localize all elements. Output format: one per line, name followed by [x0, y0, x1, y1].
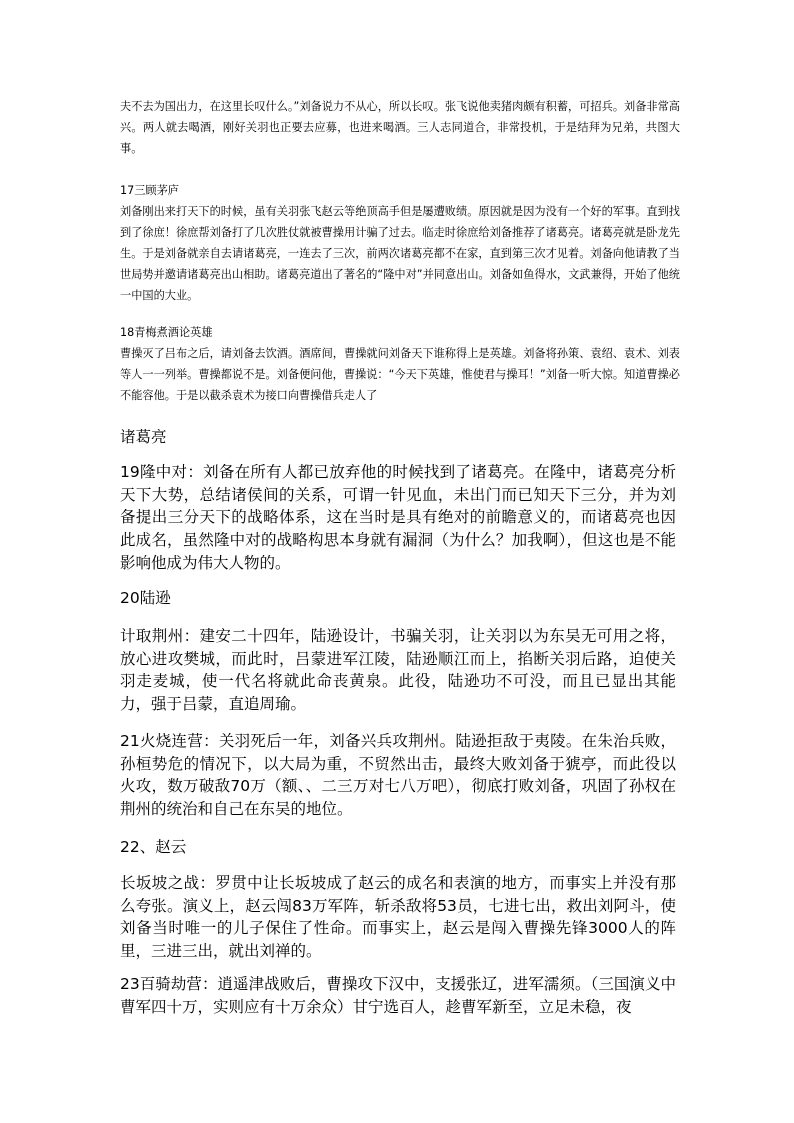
para23-block	[120, 973, 676, 1018]
section-qingmei	[120, 322, 680, 406]
para21-block	[120, 730, 676, 821]
paragraph-jieyi: 夫不去为国出力，在这里长叹什么。”刘备说力不从心，所以长叹。张飞说他卖猪肉颇有积蓄，可招兵。刘备非常高兴。两人就去喝酒，刚好关羽也正要去应募，也进来喝酒。三人志同道合，非常投机，于是结拜为兄弟，共图大事。	[120, 100, 680, 155]
section-title-sangumaolu: 17三顾茅庐	[120, 184, 179, 197]
paragraph-sangumaolu: 刘备刚出来打天下的时候，虽有关羽张飞赵云等绝顶高手但是屡遭败绩。原因就是因为没有一个好的军事。直到找到了徐庶！徐庶帮刘备打了几次胜仗就被曹操用计骗了过去。临走时徐庶给刘备推荐了诸葛亮。诸葛亮就是卧龙先生。于是刘备就亲自去请诸葛亮，一连去了三次，前两次诸葛亮都不在家，直到第三次才见着。刘备向他请教了当世局势并邀请诸葛亮出山相助。诸葛亮道出了著名的“隆中对”并同意出山。刘备如鱼得水，文武兼得，开始了他统一中国的大业。	[120, 205, 680, 302]
paragraph-longzhongdui: 19隆中对：刘备在所有人都已放弃他的时候找到了诸葛亮。在隆中，诸葛亮分析天下大势，总结诸侯间的关系，可谓一针见血，未出门而已知天下三分，并为刘备提出三分天下的战略体系，这在当时是具有绝对的前瞻意义的，而诸葛亮也因此成名，虽然隆中对的战略构思本身就有漏洞（为什么？加我啊），但这也是不能影响他成为伟大人物的。	[120, 463, 676, 572]
para-changban-block	[120, 872, 676, 963]
heading-luxun: 20陆逊	[120, 589, 171, 607]
para-jingzhou-block	[120, 625, 676, 716]
paragraph-changbanpo: 长坂坡之战：罗贯中让长坂坡成了赵云的成名和表演的地方，而事实上并没有那么夸张。演义上，赵云闯83万军阵，斩杀敌将53员，七进七出，救出刘阿斗，使刘备当时唯一的儿子保住了性命。而事实上，赵云是闯入曹操先锋3000人的阵里，三进三出，就出刘禅的。	[120, 874, 676, 961]
section-sangumaolu	[120, 180, 680, 306]
heading-zhuge-block	[120, 426, 676, 449]
paragraph-baiqijieying: 23百骑劫营：逍遥津战败后，曹操攻下汉中，支援张辽，进军濡须。（三国演义中曹军四十万，实则应有十万余众）甘宁选百人，趁曹军新至，立足未稳，夜	[120, 975, 676, 1016]
paragraph-jiqujingzhou: 计取荆州：建安二十四年，陆逊设计，书骗关羽，让关羽以为东吴无可用之将，放心进攻樊城，而此时，吕蒙进军江陵，陆逊顺江而上，掐断关羽后路，迫使关羽走麦城，使一代名将就此命丧黄泉。此役，陆逊功不可没，而且已显出其能力，强于吕蒙，直追周瑜。	[120, 627, 676, 714]
heading-zhuge: 诸葛亮	[120, 428, 167, 446]
section-title-qingmei: 18青梅煮酒论英雄	[120, 326, 213, 339]
para19-block	[120, 461, 676, 575]
paragraph-huoshaolianying: 21火烧连营：关羽死后一年，刘备兴兵攻荆州。陆逊拒敌于夷陵。在朱治兵败，孙桓势危的情况下，以大局为重，不贸然出击，最终大败刘备于猇亭，而此役以火攻，数万破敌70万（额、、二三万对七八万吧），彻底打败刘备，巩固了孙权在荆州的统治和自己在东吴的地位。	[120, 732, 676, 819]
heading-zhaoyun: 22、赵云	[120, 838, 187, 856]
heading-luxun-block	[120, 587, 676, 610]
section-jieyi	[120, 96, 680, 159]
paragraph-qingmei: 曹操灭了吕布之后，请刘备去饮酒。酒席间，曹操就问刘备天下谁称得上是英雄。刘备将孙策、袁绍、袁术、刘表等人一一列举。曹操都说不是。刘备便问他，曹操说：“今天下英雄，惟使君与操耳！”刘备一听大惊。知道曹操必不能容他。于是以截杀袁术为接口向曹操借兵走人了	[120, 347, 680, 402]
heading-zhaoyun-block	[120, 836, 676, 859]
